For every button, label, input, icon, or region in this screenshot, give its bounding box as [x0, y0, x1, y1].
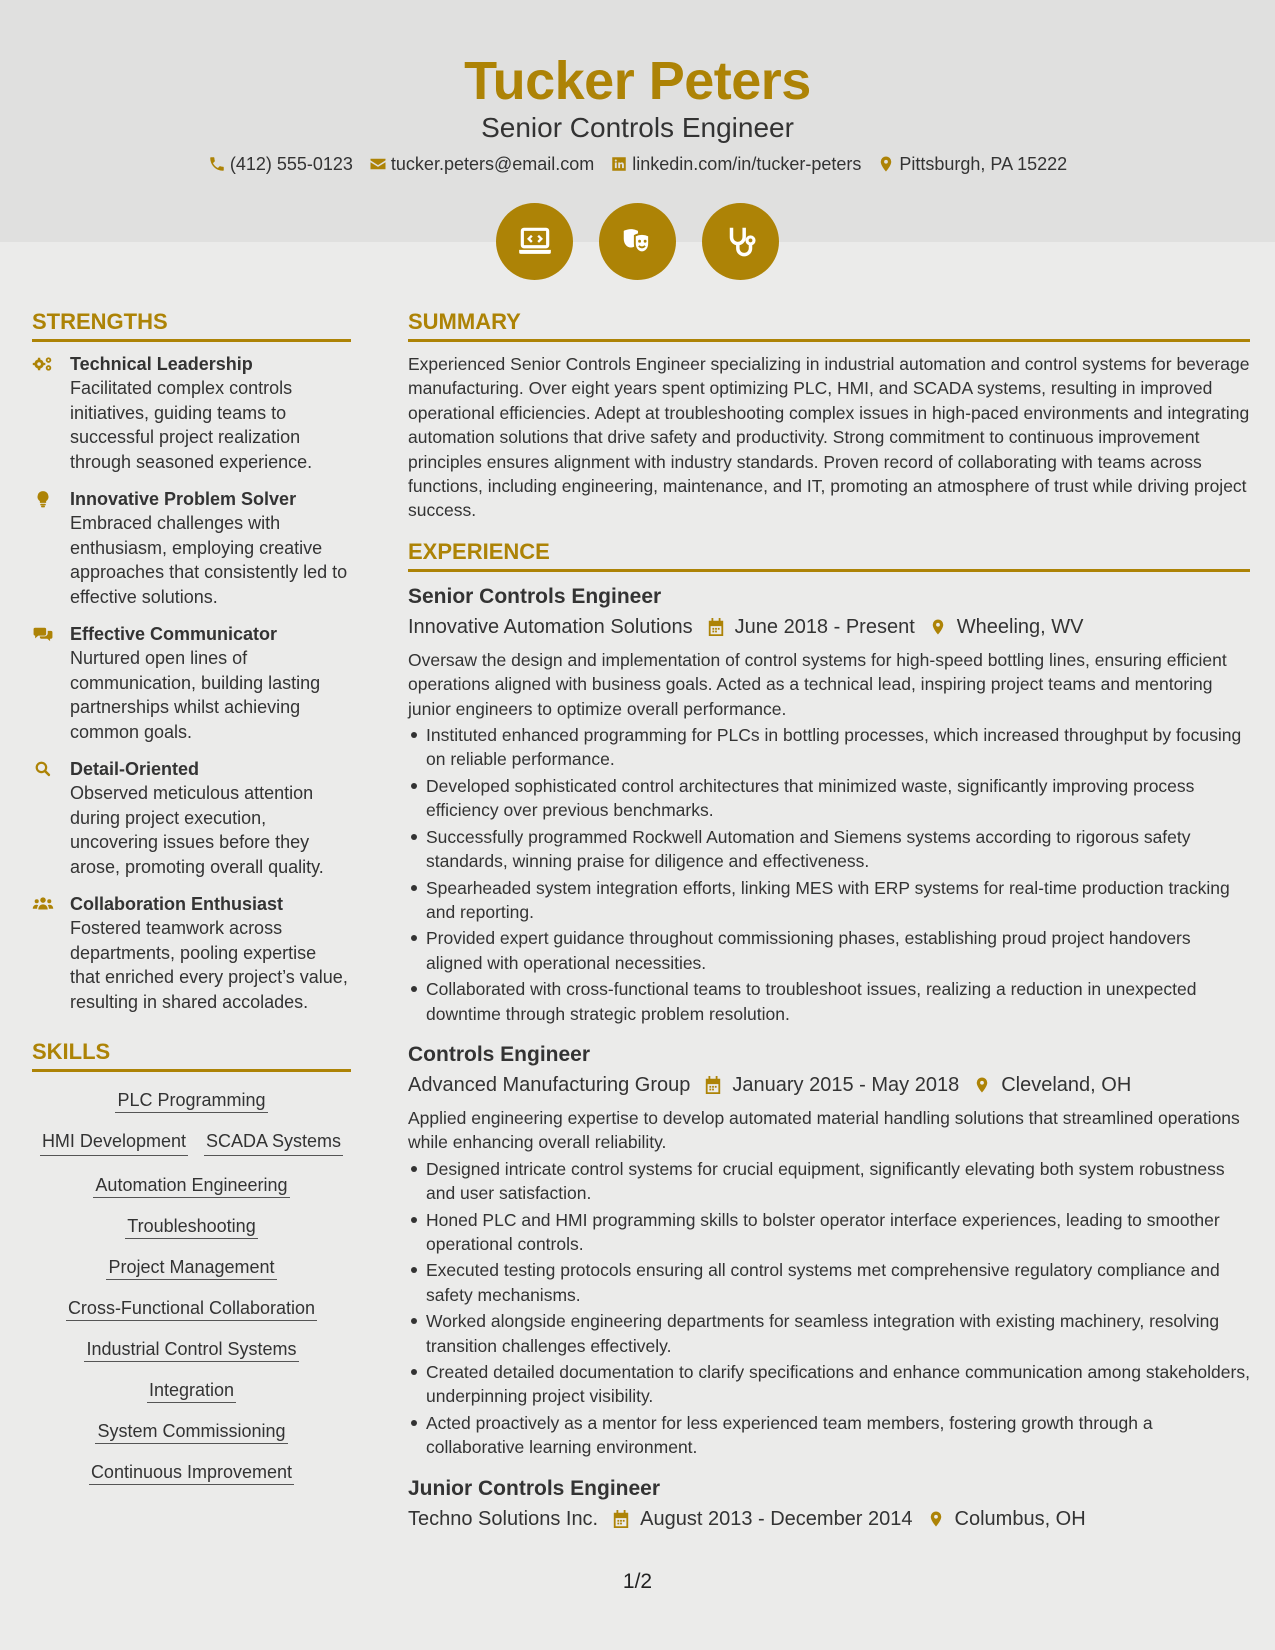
skill-tag: Troubleshooting	[125, 1216, 257, 1239]
job-entry	[408, 582, 1250, 1026]
theater-masks-icon	[619, 223, 657, 261]
linkedin-text: linkedin.com/in/tucker-peters	[632, 154, 862, 174]
strength-title: Technical Leadership	[70, 354, 253, 374]
contact-bar	[0, 151, 1275, 177]
interest-circle-theater	[599, 203, 676, 280]
skill-tag: HMI Development	[40, 1129, 188, 1156]
summary-text: Experienced Senior Controls Engineer specializing in industrial automation and control systems for beverage manufacturing. Over eight years spent optimizing PLC, HMI, and SCADA systems, resulting in improved operational efficiencies. Adept at troubleshooting complex issues in high-paced environments and integrating automation solutions that drive safety and productivity. Strong commitment to continuous improvement principles ensures alignment with industry standards. Proven record of collaborating with teams across functions, including engineering, maintenance, and IT, promoting an atmosphere of trust while driving project success.	[408, 354, 1250, 521]
comments-icon	[32, 625, 54, 643]
strength-item	[32, 622, 351, 744]
job-title: Senior Controls Engineer	[408, 584, 662, 608]
phone-text: (412) 555-0123	[229, 154, 353, 174]
left-column	[32, 306, 351, 1484]
email-text: tucker.peters@email.com	[390, 154, 595, 174]
calendar-icon	[612, 1509, 630, 1529]
strengths-heading: STRENGTHS	[32, 306, 351, 342]
job-company: Innovative Automation Solutions	[408, 615, 693, 638]
job-entry	[408, 1474, 1250, 1534]
strength-desc: Nurtured open lines of communication, building lasting partnerships whilst achieving common goals.	[70, 648, 321, 742]
job-bullet: Successfully programmed Rockwell Automation and Siemens systems according to rigorous safety standards, winning praise for diligence and effectiveness.	[408, 825, 1250, 874]
skills-list	[32, 1082, 351, 1484]
job-title: Junior Controls Engineer	[408, 1476, 661, 1500]
contact-phone[interactable]	[208, 151, 353, 177]
strength-desc: Embraced challenges with enthusiasm, employing creative approaches that consistently led to effective solutions.	[70, 513, 348, 607]
gears-icon	[32, 355, 54, 373]
map-marker-icon	[877, 155, 895, 173]
job-bullet: Spearheaded system integration efforts, linking MES with ERP systems for real-time production tracking and reporting.	[408, 876, 1250, 925]
skill-tag: Project Management	[106, 1257, 276, 1280]
job-bullet: Provided expert guidance throughout commissioning phases, establishing proud project handovers aligned with operational necessities.	[408, 926, 1250, 975]
stethoscope-icon	[722, 223, 760, 261]
strength-title: Collaboration Enthusiast	[70, 894, 284, 914]
strength-title: Effective Communicator	[70, 624, 278, 644]
candidate-title: Senior Controls Engineer	[481, 112, 794, 143]
job-location: Cleveland, OH	[1001, 1073, 1132, 1096]
interest-icons	[0, 203, 1275, 280]
job-title: Controls Engineer	[408, 1042, 591, 1066]
strength-desc: Fostered teamwork across departments, pooling expertise that enriched every project’s value, resulting in shared accolades.	[70, 918, 348, 1012]
job-description: Applied engineering expertise to develop automated material handling solutions that streamlined operations while enhancing overall reliability.	[408, 1107, 1240, 1153]
skill-tag: PLC Programming	[115, 1090, 267, 1113]
job-bullets	[408, 1157, 1250, 1460]
skill-tag: System Commissioning	[95, 1421, 287, 1444]
job-bullet: Developed sophisticated control architectures that minimized waste, significantly improving process efficiency over previous benchmarks.	[408, 774, 1250, 823]
strength-desc: Observed meticulous attention during project execution, uncovering issues before they arose, promoting overall quality.	[70, 783, 324, 877]
job-bullet: Honed PLC and HMI programming skills to bolster operator interface experiences, leading to smoother operational controls.	[408, 1208, 1250, 1257]
job-bullet: Collaborated with cross-functional teams to troubleshoot issues, realizing a reduction in unexpected downtime through strategic problem resolution.	[408, 977, 1250, 1026]
strength-item	[32, 892, 351, 1014]
candidate-name: Tucker Peters	[464, 51, 811, 111]
interest-circle-coding	[496, 203, 573, 280]
phone-icon	[208, 155, 226, 173]
contact-email[interactable]	[369, 151, 594, 177]
job-bullets	[408, 723, 1250, 1026]
job-dates: January 2015 - May 2018	[732, 1073, 960, 1096]
map-marker-icon	[973, 1075, 991, 1095]
job-meta	[408, 1070, 1250, 1100]
job-bullet: Executed testing protocols ensuring all control systems met comprehensive regulatory compliance and safety mechanisms.	[408, 1258, 1250, 1307]
experience-heading: EXPERIENCE	[408, 536, 1250, 572]
strength-item	[32, 352, 351, 474]
job-dates: August 2013 - December 2014	[640, 1507, 913, 1530]
skill-tag: Cross-Functional Collaboration	[66, 1298, 317, 1321]
map-marker-icon	[927, 1509, 945, 1529]
job-bullet: Designed intricate control systems for crucial equipment, significantly elevating both system robustness and user satisfaction.	[408, 1157, 1250, 1206]
calendar-icon	[704, 1075, 722, 1095]
envelope-icon	[369, 155, 387, 173]
page-number: 1/2	[622, 1570, 653, 1593]
right-column	[408, 306, 1250, 1548]
users-icon	[32, 895, 54, 913]
skill-tag: Integration	[147, 1380, 236, 1403]
job-meta	[408, 1504, 1250, 1534]
interest-circle-medicine	[702, 203, 779, 280]
job-description: Oversaw the design and implementation of control systems for high-speed bottling lines, ensuring efficient operations aligned with business goals. Acted as a technical lead, inspiring project teams and mentoring junior engineers to optimize overall performance.	[408, 649, 1227, 719]
linkedin-icon	[610, 155, 628, 173]
job-entry	[408, 1040, 1250, 1460]
job-bullet: Acted proactively as a mentor for less experienced team members, fostering growth through a collaborative learning environment.	[408, 1411, 1250, 1460]
skill-tag: Automation Engineering	[93, 1175, 289, 1198]
job-bullet: Created detailed documentation to clarify specifications and enhance communication among stakeholders, underpinning project visibility.	[408, 1360, 1250, 1409]
strength-title: Detail-Oriented	[70, 759, 200, 779]
lightbulb-icon	[32, 490, 54, 508]
map-marker-icon	[929, 617, 947, 637]
job-location: Columbus, OH	[954, 1507, 1086, 1530]
calendar-icon	[707, 617, 725, 637]
job-location: Wheeling, WV	[956, 615, 1084, 638]
location-text: Pittsburgh, PA 15222	[899, 154, 1068, 174]
job-meta	[408, 612, 1250, 642]
search-icon	[32, 760, 54, 778]
job-company: Techno Solutions Inc.	[408, 1507, 599, 1530]
skills-heading: SKILLS	[32, 1036, 351, 1072]
summary-heading: SUMMARY	[408, 306, 1250, 342]
strength-item	[32, 757, 351, 879]
skill-tag: Continuous Improvement	[89, 1462, 294, 1485]
strength-item	[32, 487, 351, 609]
contact-location	[877, 151, 1067, 177]
job-company: Advanced Manufacturing Group	[408, 1073, 691, 1096]
contact-linkedin[interactable]	[610, 151, 861, 177]
job-bullet: Worked alongside engineering departments for seamless integration with existing machinery, resolving transition challenges effectively.	[408, 1309, 1250, 1358]
job-dates: June 2018 - Present	[734, 615, 915, 638]
job-bullet: Instituted enhanced programming for PLCs in bottling processes, which increased throughput by focusing on reliable performance.	[408, 723, 1250, 772]
strength-title: Innovative Problem Solver	[70, 489, 297, 509]
laptop-code-icon	[516, 223, 554, 261]
skill-tag: SCADA Systems	[204, 1129, 343, 1156]
strength-desc: Facilitated complex controls initiatives, guiding teams to successful project realization through seasoned experience.	[70, 378, 313, 472]
skill-tag: Industrial Control Systems	[84, 1339, 298, 1362]
